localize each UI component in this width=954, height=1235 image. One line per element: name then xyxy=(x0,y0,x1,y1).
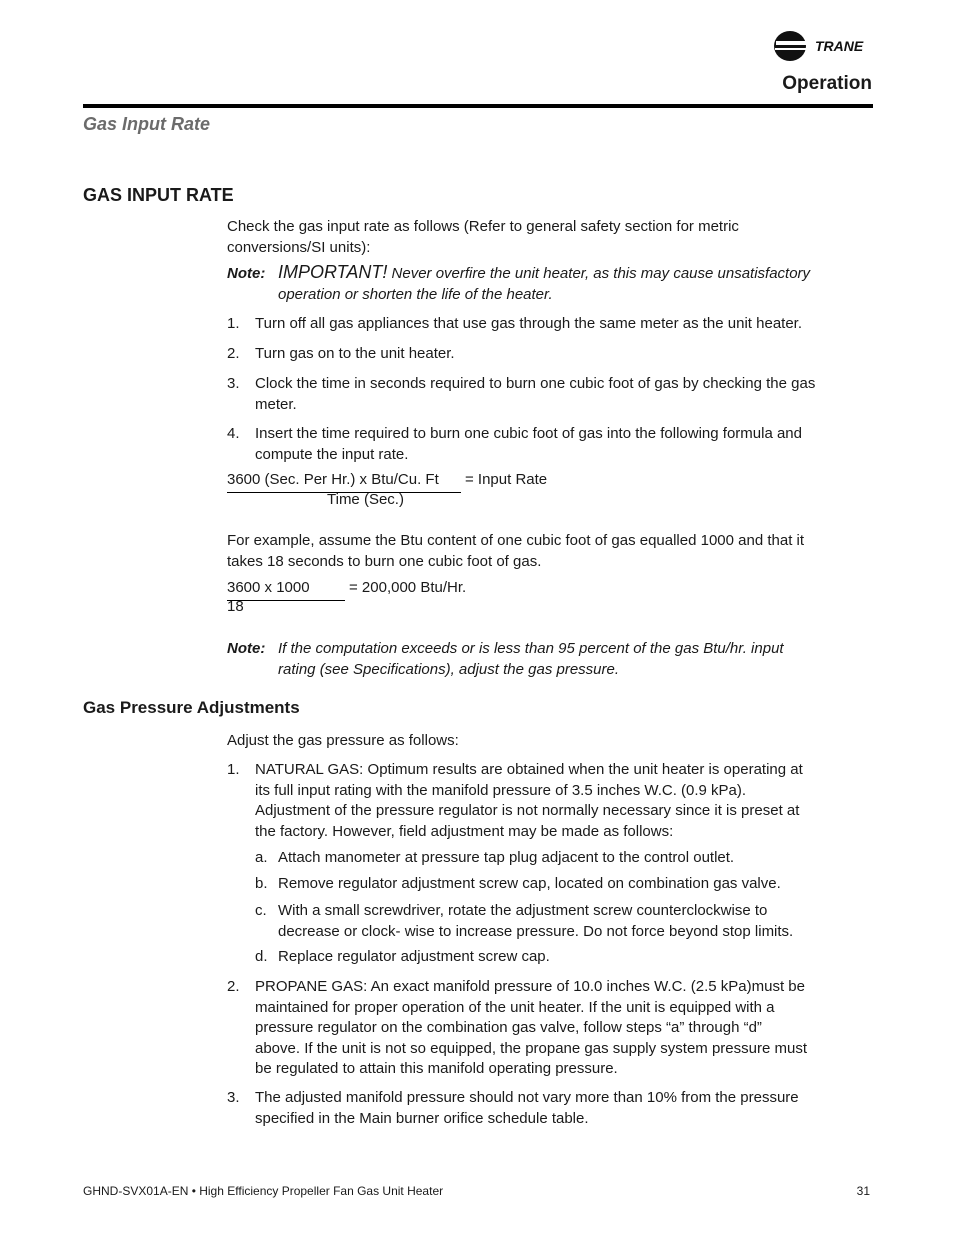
note1-line: Never overfire the unit heater, as this may cause unsatisfactory xyxy=(391,265,811,282)
note1-label: Note: xyxy=(227,265,266,282)
section-heading: Operation xyxy=(782,73,872,94)
sub-step-letter: c. xyxy=(255,902,267,919)
step-text: Insert the time required to burn one cubic foot of gas into the following formula and compute the input rate. xyxy=(255,425,802,463)
sub-step-letter: a. xyxy=(255,849,268,866)
intro-line: Check the gas input rate as follows (Refer to general safety section for metric xyxy=(227,218,739,235)
step-text: Turn gas on to the unit heater. xyxy=(255,345,455,362)
example-paragraph: For example, assume the Btu content of one cubic foot of gas equalled 1000 and that it takes 18 seconds to burn one cubic foot of gas. xyxy=(227,532,805,570)
step-number: 4. xyxy=(227,425,240,442)
running-head: Gas Input Rate xyxy=(83,114,211,134)
important-label: IMPORTANT! xyxy=(278,262,388,282)
note1-text xyxy=(278,262,878,305)
formula2-result: = 200,000 Btu/Hr. xyxy=(349,579,467,596)
note2-text: If the computation exceeds or is less than 95 percent of the gas Btu/hr. input rating (see Specifications), adjust the gas pressure. xyxy=(278,640,784,678)
step-number: 3. xyxy=(227,375,240,392)
item-number: 3. xyxy=(227,1089,240,1106)
trane-logo-icon xyxy=(773,28,873,64)
manifold-pressure-text: The adjusted manifold pressure should not vary more than 10% from the pressure specified in the Main burner orifice schedule table. xyxy=(255,1089,799,1127)
gas-input-rate-heading: GAS INPUT RATE xyxy=(83,185,234,205)
sub-step-letter: b. xyxy=(255,875,268,892)
gas-pressure-intro: Adjust the gas pressure as follows: xyxy=(227,732,459,749)
note2-label: Note: xyxy=(227,640,266,657)
step-number: 2. xyxy=(227,345,240,362)
formula2-fraction-bar xyxy=(227,600,345,601)
logo-wordmark: TRANE xyxy=(815,38,864,54)
step-number: 1. xyxy=(227,315,240,332)
page-number: 31 xyxy=(856,1184,870,1198)
sub-step-text: With a small screwdriver, rotate the adjustment screw counterclockwise to decrease or clock- wise to increase pressure. Do not force beyond stop limits. xyxy=(278,902,794,940)
sub-step-text: Replace regulator adjustment screw cap. xyxy=(278,948,550,965)
formula2-numerator: 3600 x 1000 xyxy=(227,579,310,596)
footer-doc-id: GHND-SVX01A-EN • High Efficiency Propeller Fan Gas Unit Heater xyxy=(83,1184,444,1198)
formula1-denominator: Time (Sec.) xyxy=(327,491,404,508)
intro-line: conversions/SI units): xyxy=(227,238,371,256)
formula1-numerator: 3600 (Sec. Per Hr.) x Btu/Cu. Ft xyxy=(227,471,439,488)
note1-line: operation or shorten the life of the heater. xyxy=(278,285,553,303)
header-rule xyxy=(83,104,873,108)
sub-step-text: Remove regulator adjustment screw cap, located on combination gas valve. xyxy=(278,875,781,892)
step-text: Clock the time in seconds required to burn one cubic foot of gas by checking the gas meter. xyxy=(255,375,816,413)
propane-gas-text: PROPANE GAS: An exact manifold pressure of 10.0 inches W.C. (2.5 kPa)must be maintained for proper operation of the unit heater. If the unit is equipped with a pressure regulator on the combination gas valve, follow steps “a” through “d” above. If the unit is not so equipped, the propane gas supply system pressure must be regulated to attain this manifold operating pressure. xyxy=(255,978,807,1077)
formula1-result: = Input Rate xyxy=(465,471,548,488)
gas-pressure-heading: Gas Pressure Adjustments xyxy=(83,698,300,717)
intro-paragraph xyxy=(227,217,869,258)
sub-step-letter: d. xyxy=(255,948,268,965)
natural-gas-text: NATURAL GAS: Optimum results are obtained when the unit heater is operating at its full input rating with the manifold pressure of 3.5 inches W.C. (0.9 kPa). Adjustment of the pressure regulator is not normally necessary since it is preset at the factory. However, field adjustment may be made as follows: xyxy=(255,761,803,840)
formula2-denominator: 18 xyxy=(227,598,244,615)
sub-step-text: Attach manometer at pressure tap plug adjacent to the control outlet. xyxy=(278,849,735,866)
item-number: 1. xyxy=(227,761,240,778)
trane-logo xyxy=(773,28,873,64)
step-text: Turn off all gas appliances that use gas through the same meter as the unit heater. xyxy=(255,315,803,332)
item-number: 2. xyxy=(227,978,240,995)
